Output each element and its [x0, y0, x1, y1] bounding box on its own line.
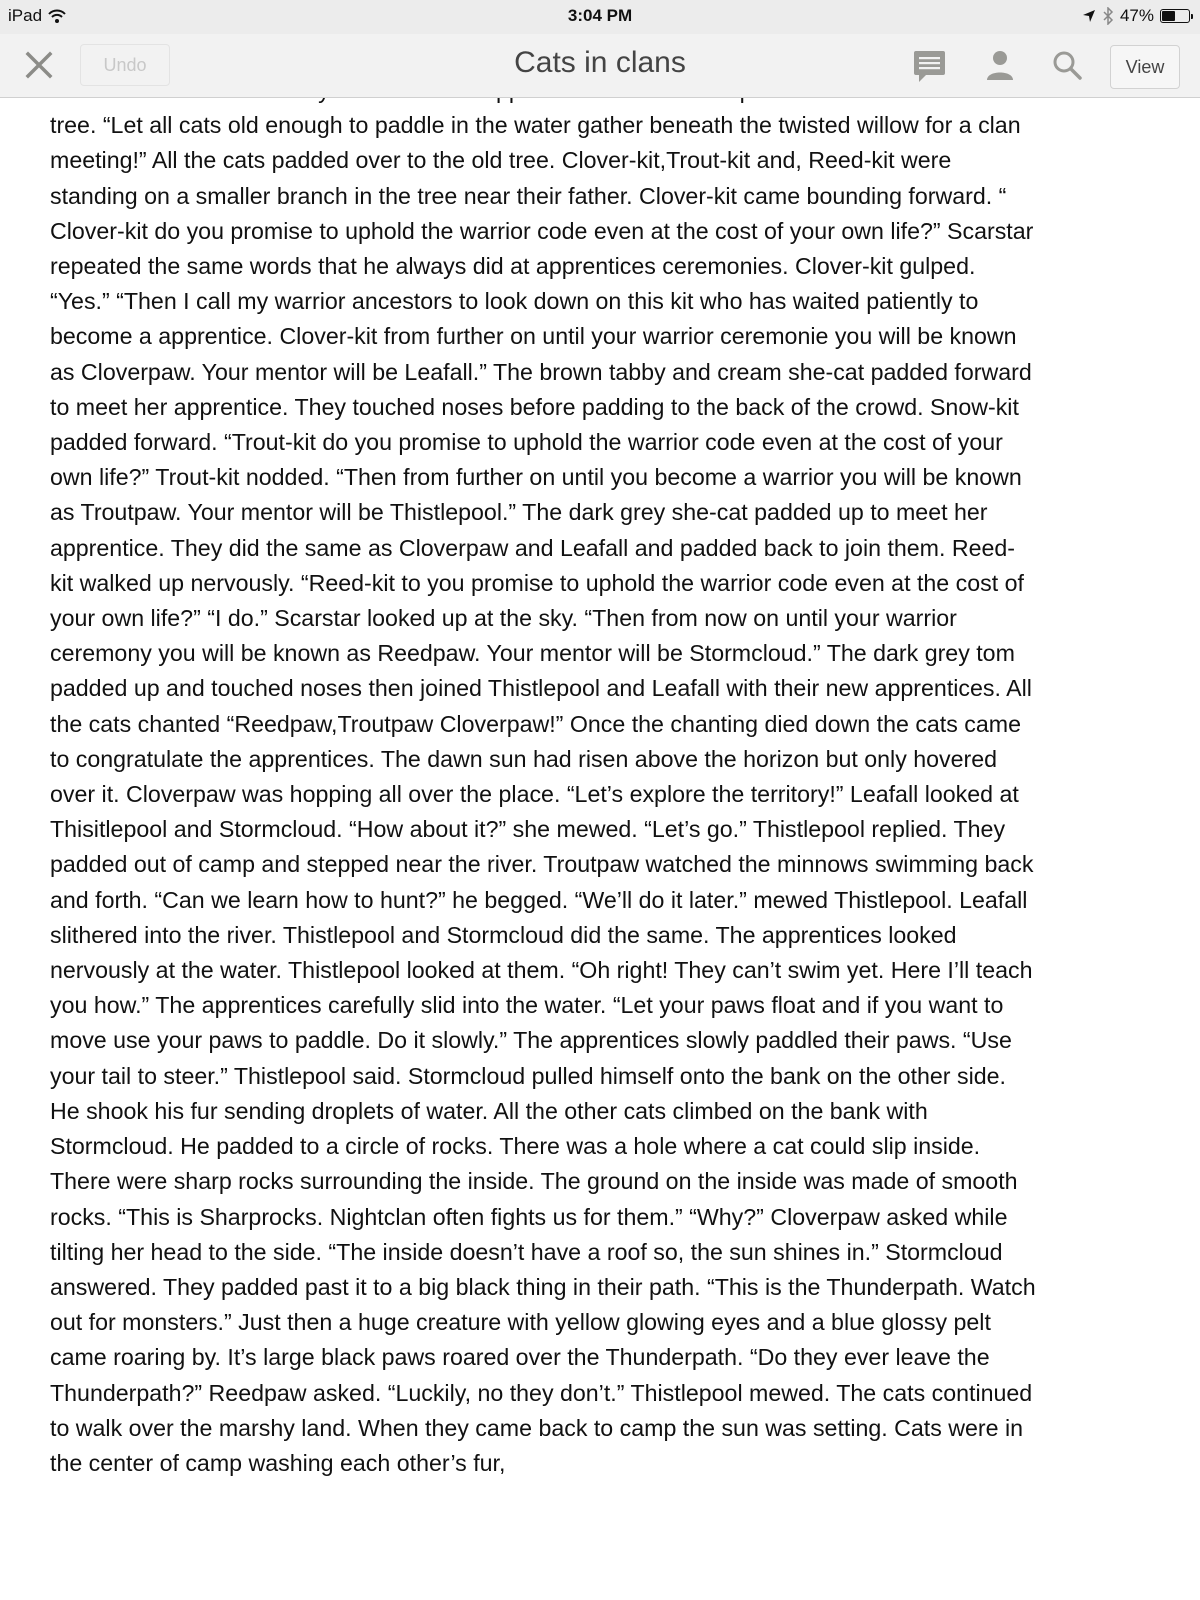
- text-line: There were sharp rocks surrounding the inside. The ground on the inside was made of smooth: [50, 1168, 1018, 1195]
- text-line: your own life?” “I do.” Scarstar looked up at the sky. “Then from now on until your warrior: [50, 605, 957, 632]
- text-line: tilting her head to the side. “The inside doesn’t have a roof so, the sun shines in.” Stormcloud: [50, 1238, 1003, 1265]
- text-line: padded forward. “Trout-kit do you promise to uphold the warrior code even at the cost of your: [50, 429, 1003, 456]
- text-line: as Cloverpaw. Your mentor will be Leafall.” The brown tabby and cream she-cat padded forward: [50, 358, 1032, 385]
- text-line: and forth. “Can we learn how to hunt?” he begged. “We’ll do it later.” mewed Thistlepool. Leafall: [50, 886, 1028, 913]
- text-line: slithered into the river. Thistlepool and Stormcloud did the same. The apprentices looked: [50, 921, 957, 948]
- text-line: the center of camp washing each other’s fur,: [50, 1449, 506, 1476]
- text-line: over it. Cloverpaw was hopping all over the place. “Let’s explore the territory!” Leafall looked at: [50, 781, 1019, 808]
- text-line: become a apprentice. Clover-kit from further on until your warrior ceremonie you will be known: [50, 323, 1017, 350]
- editor-toolbar: [0, 34, 1200, 98]
- share-button[interactable]: [982, 48, 1018, 84]
- status-bar: [0, 0, 1200, 34]
- battery-percent: 47%: [1119, 6, 1154, 25]
- undo-button[interactable]: Undo: [80, 44, 170, 86]
- person-icon: [982, 48, 1018, 84]
- text-line: you how.” The apprentices carefully slid into the water. “Let your paws float and if you want to: [50, 992, 1004, 1019]
- search-button[interactable]: [1050, 48, 1086, 84]
- view-button[interactable]: View: [1110, 45, 1180, 89]
- search-icon: [1050, 48, 1086, 84]
- text-line: Thisitlepool and Stormcloud. “How about it?” she mewed. “Let’s go.” Thistlepool replied. They: [50, 816, 1006, 843]
- text-line: padded up and touched noses then joined Thistlepool and Leafall with their new apprentices. All: [50, 675, 1032, 702]
- text-line: ceremony you will be known as Reedpaw. Your mentor will be Stormcloud.” The dark grey tom: [50, 640, 1015, 667]
- text-line: came roaring by. It’s large black paws roared over the Thunderpath. “Do they ever leave the: [50, 1344, 990, 1371]
- text-line: as Troutpaw. Your mentor will be Thistlepool.” The dark grey she-cat padded up to meet her: [50, 499, 988, 526]
- device-name: iPad: [8, 6, 43, 25]
- location-arrow-icon: [1082, 9, 1096, 23]
- text-line: to congratulate the apprentices. The dawn sun had risen above the horizon but only hovered: [50, 745, 998, 772]
- text-line: out for monsters.” Just then a huge creature with yellow glowing eyes and a blue glossy pelt: [50, 1309, 991, 1336]
- text-line: own life?” Trout-kit nodded. “Then from further on until you become a warrior you will be known: [50, 464, 1022, 491]
- document-title: Cats in clans: [514, 46, 686, 79]
- text-line: rocks. “This is Sharprocks. Nightclan often fights us for them.” “Why?” Cloverpaw asked while: [50, 1203, 1008, 1230]
- text-line: the cats chanted “Reedpaw,Troutpaw Cloverpaw!” Once the chanting died down the cats came: [50, 710, 1021, 737]
- text-line: kit walked up nervously. “Reed-kit to you promise to uphold the warrior code even at the cost of: [50, 569, 1024, 596]
- document-body[interactable]: [50, 73, 1150, 1481]
- text-line: padded out of camp and stepped near the river. Troutpaw watched the minnows swimming back: [50, 851, 1034, 878]
- text-line: meeting!” All the cats padded over to the old tree. Clover-kit,Trout-kit and, Reed-kit were: [50, 147, 952, 174]
- text-line: answered. They padded past it to a big black thing in their path. “This is the Thunderpath. Watch: [50, 1273, 1036, 1300]
- text-line: “Yes.” “Then I call my warrior ancestors to look down on this kit who has waited patiently to: [50, 288, 979, 315]
- text-line: Stormcloud. He padded to a circle of rocks. There was a hole where a cat could slip inside.: [50, 1133, 981, 1160]
- text-line: repeated the same words that he always did at apprentices ceremonies. Clover-kit gulped.: [50, 253, 976, 280]
- clock: 3:04 PM: [567, 6, 633, 25]
- text-line: nervously at the water. Thistlepool looked at them. “Oh right! They can’t swim yet. Here I’ll teach: [50, 957, 1033, 984]
- text-line: your tail to steer.” Thistlepool said. Stormcloud pulled himself onto the bank on the other side.: [50, 1062, 1006, 1089]
- text-line: standing on a smaller branch in the tree near their father. Clover-kit came bounding forward. “: [50, 182, 1007, 209]
- text-line: Thunderpath?” Reedpaw asked. “Luckily, no they don’t.” Thistlepool mewed. The cats continued: [50, 1379, 1033, 1406]
- battery-icon: [1160, 9, 1190, 23]
- text-line: tree. “Let all cats old enough to paddle in the water gather beneath the twisted willow for a clan: [50, 112, 1021, 139]
- text-line: Clover-kit do you promise to uphold the warrior code even at the cost of your own life?” Scarstar: [50, 217, 1034, 244]
- text-line: to meet her apprentice. They touched noses before padding to the back of the crowd. Snow-kit: [50, 393, 1019, 420]
- text-line: He shook his fur sending droplets of water. All the other cats climbed on the bank with: [50, 1097, 928, 1124]
- comments-icon: [912, 48, 948, 84]
- text-line: move use your paws to paddle. Do it slowly.” The apprentices slowly paddled their paws. “Use: [50, 1027, 1012, 1054]
- text-line: apprentice. They did the same as Cloverpaw and Leafall and padded back to join them. Reed-: [50, 534, 1016, 561]
- status-right: [1082, 6, 1190, 26]
- comments-button[interactable]: [912, 48, 948, 84]
- text-line: to walk over the marshy land. When they came back to camp the sun was setting. Cats were in: [50, 1414, 1024, 1441]
- bluetooth-icon: [1102, 7, 1114, 25]
